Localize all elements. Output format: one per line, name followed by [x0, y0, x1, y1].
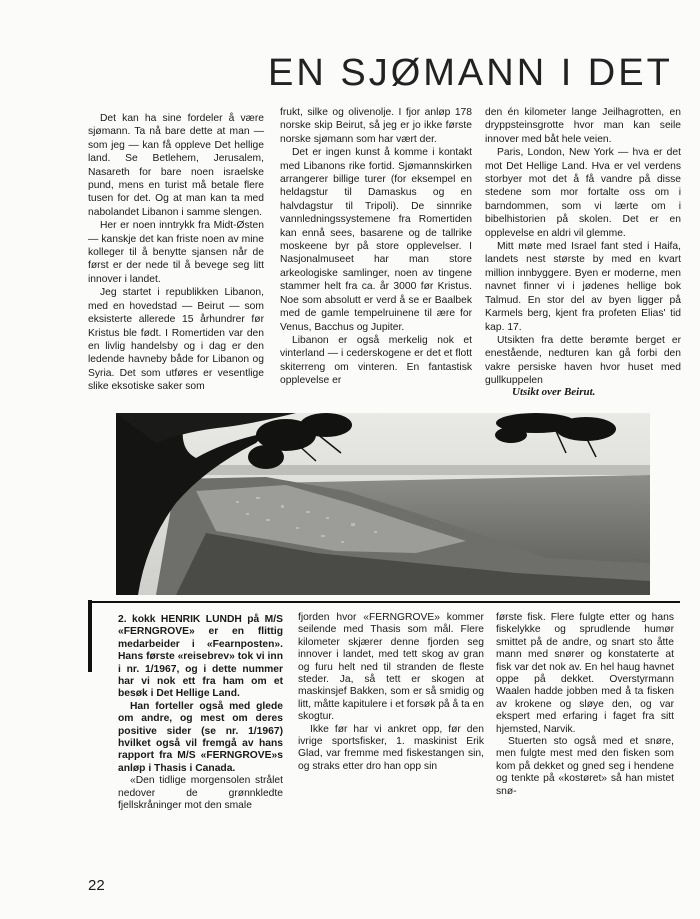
paragraph: «Den tidlige morgensolen strålet nedover de grønnkledte fjellskråninger mot den smale [118, 775, 283, 812]
paragraph: Ikke før har vi ankret opp, før den ivrige sportsfisker, 1. maskinist Erik Glad, var fremme med fiskestangen sin, og straks etter dro han opp sin [298, 723, 484, 772]
paragraph: Det kan ha sine fordeler å være sjømann. Ta nå bare dette at man — som jeg — kan få oppleve Det hellige land. Se Betlehem, Jerusalem, Nasareth for bare noen israelske pund, mens en turist må betale flere tusen for det. Og at man kan ta med nabolandet Libanon i samme slengen. [88, 113, 264, 218]
beirut-photo [116, 413, 650, 595]
article-column-3 [485, 106, 681, 388]
paragraph: den én kilometer lange Jeilhagrotten, en dryppsteinsgrotte hvor man kan seile innover med båt hele veien. [485, 107, 681, 145]
page-number: 22 [88, 877, 105, 894]
paragraph: Det er ingen kunst å komme i kontakt med Libanons rike fortid. Sjømannskirken arrangerer billige turer (for eksempel en heldagstur til Damaskus og en halvdagstur til Tripoli). De sinnrike vannledningssystemene fra Romertiden kan ennå sees, basarene og de tallrike moskeene byr på store opplevelser. I Nasjonalmuseet har man store arkeologiske samlinger, noen av tingene stammer helt fra ca. år 3000 før Kristus. Noe som absolutt er verd å se er Baalbek med de gamle tempelruinene til ære for Venus, Bacchus og Jupiter. [280, 147, 472, 333]
paragraph: Mitt møte med Israel fant sted i Haifa, landets nest største by med en kvart million innbyggere. Byen er moderne, men navnet finner vi i jødenes hellige bok Talmud. En stor del av byen ligger på Karmels berg, kjent fra profeten Elias' tid kap. 17. [485, 241, 681, 333]
box-column-1 [118, 614, 283, 813]
article-column-2 [280, 106, 472, 388]
box-intro-2: Han forteller også med glede om andre, og mest om deres positive sider (se nr. 1/1967) hvilket også vil fremgå av hans rapport fra M/S «FERNGROVE»s anløp i Thasis i Canada. [118, 700, 283, 774]
paragraph: første fisk. Flere fulgte etter og hans fiskelykke og sprudlende humør smittet på de andre, og snart sto åtte mann med snører og konstaterte at fisk var det nok av. En hel haug havnet oppe på dekket. Overstyrmann Waalen hadde jobben med å ta fisken av krokene og sløye den, og var ekspert med erfaring i faget fra sitt hjemsted, Narvik. [496, 612, 674, 735]
paragraph: Stuerten sto også med et snøre, men fulgte mest med den fisken som kom på dekket og gned seg i hendene og tenkte på «kostøret» så han mistet snø- [496, 736, 674, 797]
article-column-1 [88, 112, 264, 394]
paragraph: Paris, London, New York — hva er det mot Det Hellige Land. Hva er vel verdens storbyer mot det å få vandre på disse stedene som mor fortalte oss om i barndommen, som vi lærte om i bibelhistorien på skolen. Det er en opplevelse en aldri vil glemme. [485, 147, 681, 239]
paragraph: Utsikten fra dette berømte berget er enestående, nedturen kan gå forbi den vakre persiske haven hvor huset med gullkuppelen [485, 334, 681, 387]
paragraph: Libanon er også merkelig nok et vinterland — i cederskogene er det et flott skiterreng om vinteren. En fantastisk opplevelse er [280, 334, 472, 387]
paragraph: frukt, silke og olivenolje. I fjor anløp 178 norske skip Beirut, så jeg er jo ikke første norske sjømann som har vært der. [280, 107, 472, 145]
paragraph: Her er noen inntrykk fra Midt-Østen — kanskje det kan friste noen av mine kolleger til å benytte sjansen når de først er der nede til å bevege seg litt innover i landet. [88, 220, 264, 285]
article-title: EN SJØMANN I DET [268, 52, 673, 94]
photo-caption: Utsikt over Beirut. [512, 386, 596, 398]
paragraph: Jeg startet i republikken Libanon, med en hovedstad — Beirut — som eksisterte allerede 15 århundrer før Kristus ble født. I Romertiden var den en livlig handelsby og i dag er den ledende havneby både for Libanon og Syria. Det som utføres er vesentlige slike eksotiske saker som [88, 287, 264, 393]
box-column-2 [298, 612, 484, 773]
box-column-3 [496, 612, 674, 798]
box-intro: 2. kokk HENRIK LUNDH på M/S «FERNGROVE» er en flittig medarbeider i «Fearnposten». Hans første «reisebrev» tok vi inn i nr. 1/1967, og i dette nummer har vi nok ett fra ham om et besøk i Det Hellige Land. [118, 614, 283, 700]
paragraph: fjorden hvor «FERNGROVE» kommer seilende med Thasis som mål. Flere kilometer skjærer denne fjorden seg innover i landet, med tett skog av gran og furu helt ned til stranden de fleste steder. Ja, så tett er skogen at maskinsjef Bakken, som er så smidig og litt, måtte kapitulere i et forsøk på å ta en skogtur. [298, 612, 485, 723]
